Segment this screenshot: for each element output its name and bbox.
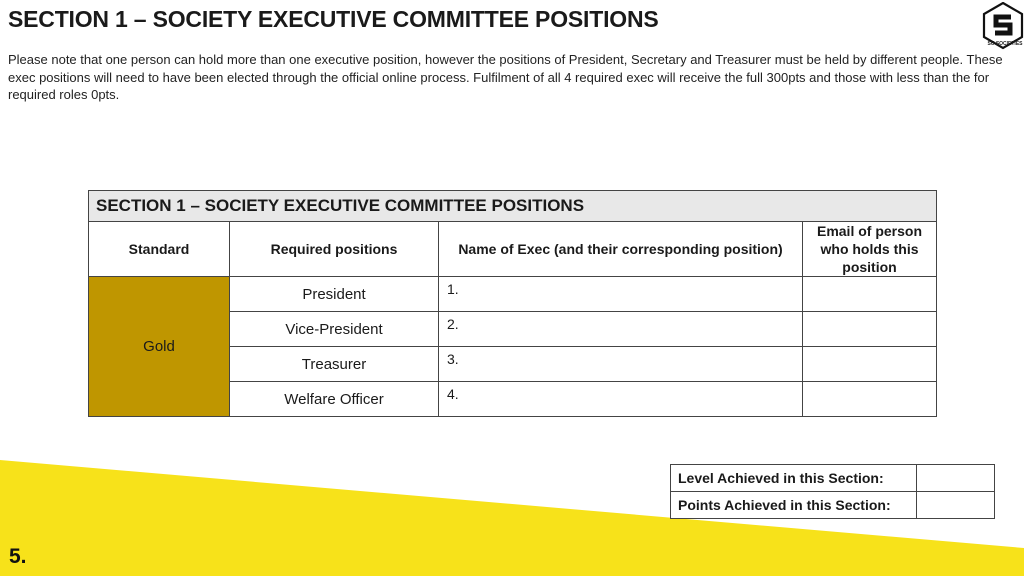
position-welfare-officer: Welfare Officer (230, 382, 439, 417)
points-achieved-label: Points Achieved in this Section: (671, 492, 917, 519)
exec-name-cell[interactable]: 4. (439, 382, 803, 417)
page-title: SECTION 1 – SOCIETY EXECUTIVE COMMITTEE POSITIONS (8, 6, 659, 32)
exec-positions-table (88, 190, 937, 417)
logo-text: SU SOCIETIES (987, 41, 1023, 47)
email-cell[interactable] (803, 347, 937, 382)
position-treasurer: Treasurer (230, 347, 439, 382)
exec-name-cell[interactable]: 2. (439, 312, 803, 347)
points-row (671, 492, 995, 519)
points-achieved-value[interactable] (917, 492, 995, 519)
header-required-positions: Required positions (230, 222, 439, 277)
table-row (89, 277, 937, 312)
slide-number: 5. (9, 545, 27, 568)
header-exec-name: Name of Exec (and their corresponding position) (439, 222, 803, 277)
level-achieved-value[interactable] (917, 465, 995, 492)
email-cell[interactable] (803, 382, 937, 417)
exec-name-cell[interactable]: 1. (439, 277, 803, 312)
table-caption: SECTION 1 – SOCIETY EXECUTIVE COMMITTEE POSITIONS (89, 191, 937, 222)
intro-paragraph: Please note that one person can hold more than one executive position, however the positions of President, Secretary and Treasurer must be held by different people. These exec positions will need to have been elected through the official online process. Fulfilment of all 4 required exec will receive the full 300pts and those with less than the for required roles 0pts. (8, 52, 1003, 102)
position-vice-president: Vice-President (230, 312, 439, 347)
standard-gold-cell: Gold (89, 277, 230, 417)
email-cell[interactable] (803, 277, 937, 312)
section-summary-table (670, 464, 995, 519)
header-email: Email of person who holds this position (803, 222, 937, 277)
position-president: President (230, 277, 439, 312)
exec-name-cell[interactable]: 3. (439, 347, 803, 382)
header-standard: Standard (89, 222, 230, 277)
email-cell[interactable] (803, 312, 937, 347)
level-achieved-label: Level Achieved in this Section: (671, 465, 917, 492)
level-row (671, 465, 995, 492)
